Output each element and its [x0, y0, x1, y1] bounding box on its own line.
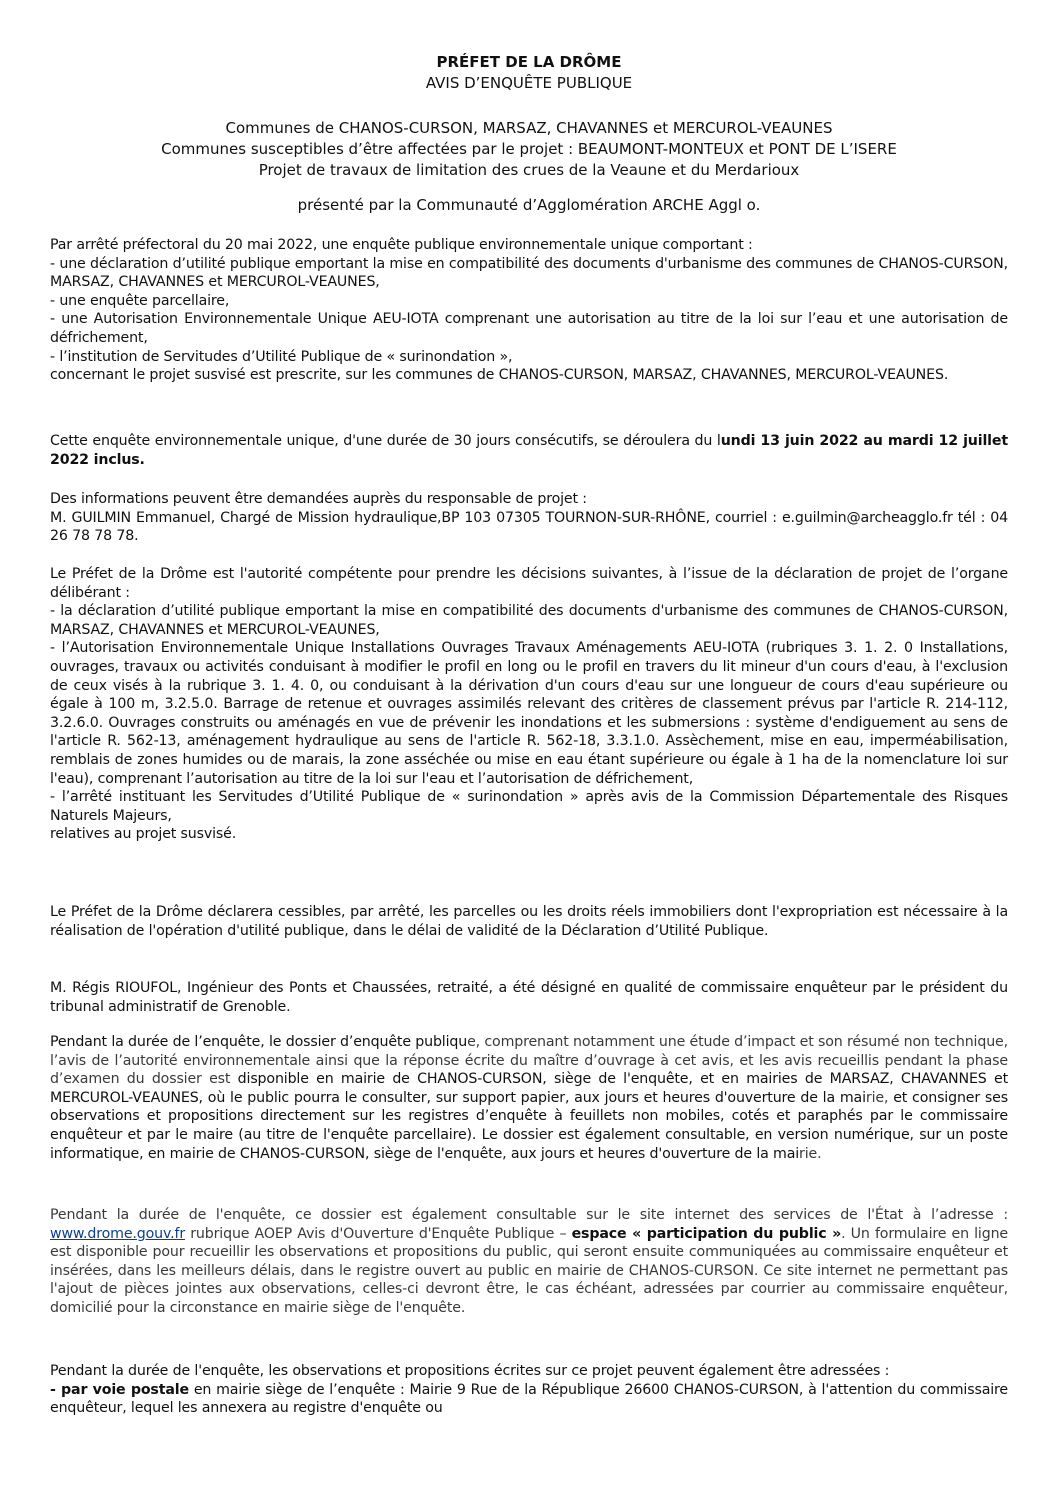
dossier-text-d: rie,: [865, 1089, 894, 1106]
authority-item-aeu: - l’Autorisation Environnementale Unique Installations Ouvrages Travaux Aménagements AEU-IOTA (rubriques 3. 1. 2. 0 Installations, ouvrages, travaux ou activités conduisant à modifier le profil en long ou le profil en travers du lit mineur d'un cours d'eau, à l'exclusion de ceux visés à la rubrique 3. 1. 4. 0, ou conduisant à la dérivation d'un cours d'eau sur une longueur de cours d'eau supérieure ou égale à 100 m, 3.2.5.0. Barrage de retenue et ouvrages assimilés relevant des critères de classement prévus par l'article R. 214-112, 3.2.6.0. Ouvrages construits ou aménagés en vue de prévenir les inondations et les submersions : système d'endiguement au sens de l'article R. 562-13, aménagement hydraulique au sens de l'article R. 562-18, 3.3.1.0. Assèchement, mise en eau, imperméabilisation, remblais de zones humides ou de marais, la zone asséchée ou mise en eau étant supérieure ou égale à 1 ha de la nomenclature loi sur l'eau), comprenant l’autorisation au titre de la loi sur l'eau et l’autorisation de défrichement,: [50, 640, 1008, 787]
paragraph-cessibility: [50, 903, 1008, 940]
dossier-text-a: Pendant la durée de l’enquête, le dossier d’enquête publiqu: [50, 1034, 468, 1050]
duration-dates: undi 13 juin 2022 au mardi 12 juillet 2022 inclus.: [50, 433, 1009, 468]
arrete-item-servitudes: - l’institution de Servitudes d’Utilité Publique de « surinondation »,: [50, 348, 513, 365]
postal-label: - par voie postale: [50, 1381, 189, 1398]
project-line: Projet de travaux de limitation des crues de la Veaune et du Merdarioux: [258, 161, 800, 179]
dossier-text-c: disponible en mairie de CHANOS-CURSON, siège de l'enquête, et en mairies de MARSAZ, CHAVANNES et MERCUROL-VEAUNES, où le public pourra le consulter, sur support papier, aux jours et heures d'ouverture de la mai: [50, 1071, 1008, 1106]
contact-details: M. GUILMIN Emmanuel, Chargé de Mission hydraulique,BP 103 07305 TOURNON-SUR-RHÔNE, courriel : e.guilmin@archeagglo.fr tél : 04 26 78 78 78.: [50, 509, 1008, 545]
prefecture-website-link[interactable]: www.drome.gouv.fr: [50, 1225, 186, 1242]
paragraph-competent-authority: [50, 565, 1008, 844]
authority-item-dup: - la déclaration d’utilité publique emportant la mise en compatibilité des documents d'urbanisme des communes de CHANOS-CURSON, MARSAZ, CHAVANNES et MERCUROL-VEAUNES,: [50, 603, 1008, 638]
paragraph-contact: [50, 490, 1008, 546]
written-intro: Pendant la durée de l'enquête, les observations et propositions écrites sur ce projet peuvent également être adressées :: [50, 1363, 890, 1379]
online-text-space: espace « participation du public »: [571, 1225, 842, 1242]
contact-intro: Des informations peuvent être demandées auprès du responsable de projet :: [50, 491, 587, 507]
paragraph-arrete: [50, 236, 1008, 385]
arrete-item-parcellaire: - une enquête parcellaire,: [50, 292, 230, 309]
dossier-text-e: et consigner ses observations et propositions directement sur les registres d’enquête à feuillets non mobiles, cotés et paraphés par le commissaire enquêteur et par le maire (au titre de l'enquête parcellaire). Le dossier est également consultable, en version numérique, sur un poste informatique, en mairie de CHANOS-CURSON, siège de l'enquête, aux jours et heures d'ouverture de la mai: [50, 1089, 1008, 1162]
paragraph-dossier: [50, 1033, 1008, 1163]
online-text-b: rubrique AOEP Avis d'Ouverture d'Enquête Publique –: [185, 1225, 572, 1242]
arrete-item-dup: - une déclaration d’utilité publique emportant la mise en compatibilité des documents d'urbanisme des communes de CHANOS-CURSON, MARSAZ, CHAVANNES et MERCUROL-VEAUNES,: [50, 255, 1008, 291]
authority-item-servitudes: - l’arrêté instituant les Servitudes d’Utilité Publique de « surinondation » après avis de la Commission Départementale des Risques Naturels Majeurs,: [50, 789, 1008, 824]
arrete-conclusion: concernant le projet susvisé est prescrite, sur les communes de CHANOS-CURSON, MARSAZ, CHAVANNES, MERCUROL-VEAUNES.: [50, 367, 949, 384]
online-text-a: Pendant la durée de l'enquête, ce dossier est également consultable sur le site internet des services de l'État à l’adresse :: [50, 1207, 1008, 1223]
commissioner-text: M. Régis RIOUFOL, Ingénieur des Ponts et Chaussées, retraité, a été désigné en qualité de commissaire enquêteur par le président du tribunal administratif de Grenoble.: [50, 980, 1008, 1015]
dossier-text-b: e, comprenant notamment une étude d’impact et son résumé non technique, l’avis de l’autorité environnementale ainsi que la réponse écrite du maître d’ouvrage à cet avis, et les avis recueillis pendant la phase d’examen du dossier est: [50, 1034, 1008, 1088]
authority-conclusion: relatives au projet susvisé.: [50, 826, 237, 843]
authority-intro: Le Préfet de la Drôme est l'autorité compétente pour prendre les décisions suivantes, à l’issue de la déclaration de projet de l’organe délibérant :: [50, 566, 1008, 601]
duration-text: Cette enquête environnementale unique, d'une durée de 30 jours consécutifs, se déroulera du l: [50, 433, 721, 449]
paragraph-commissioner: [50, 979, 1008, 1016]
online-text-d: . Un formulaire en ligne est disponible pour recueillir les observations et propositions du public, qui seront ensuite communiquées au commissaire enquêteur et insérées, dans les meilleurs délais, dans le registre ouvert au public en mairie de CHANOS-CURSON. Ce site internet ne permettant pas l'ajout de pièces jointes aux observations, celles-ci devront être, le cas échéant, adressées par courrier au commissaire enquêteur, domicilié pour la circonstance en mairie siège de l'enquête.: [50, 1225, 1008, 1316]
presented-by-line: présenté par la Communauté d’Agglomération ARCHE Aggl o.: [297, 196, 761, 214]
cessibility-text: Le Préfet de la Drôme déclarera cessibles, par arrêté, les parcelles ou les droits réels immobiliers dont l'expropriation est nécessaire à la réalisation de l'opération d'utilité publique, dans le délai de validité de la Déclaration d’Utilité Publique.: [50, 904, 1008, 939]
prefect-title: PRÉFET DE LA DRÔME: [436, 53, 622, 71]
notice-title: AVIS D’ENQUÊTE PUBLIQUE: [425, 74, 633, 92]
paragraph-duration: [50, 432, 1008, 469]
dossier-text-f: rie.: [799, 1145, 822, 1162]
affected-communes-line: Communes susceptibles d’être affectées par le projet : BEAUMONT-MONTEUX et PONT DE L’ISERE: [161, 140, 897, 158]
paragraph-written-observations: [50, 1362, 1008, 1418]
postal-text: en mairie siège de l’enquête : Mairie 9 Rue de la République 26600 CHANOS-CURSON, à l'attention du commissaire enquêteur, lequel les annexera au registre d'enquête ou: [50, 1381, 1008, 1417]
paragraph-online: [50, 1206, 1008, 1318]
arrete-intro: Par arrêté préfectoral du 20 mai 2022, une enquête publique environnementale unique comportant :: [50, 237, 753, 253]
arrete-item-aeu: - une Autorisation Environnementale Unique AEU-IOTA comprenant une autorisation au titre de la loi sur l’eau et une autorisation de défrichement,: [50, 311, 1008, 346]
communes-line: Communes de CHANOS-CURSON, MARSAZ, CHAVANNES et MERCUROL-VEAUNES: [225, 119, 833, 137]
